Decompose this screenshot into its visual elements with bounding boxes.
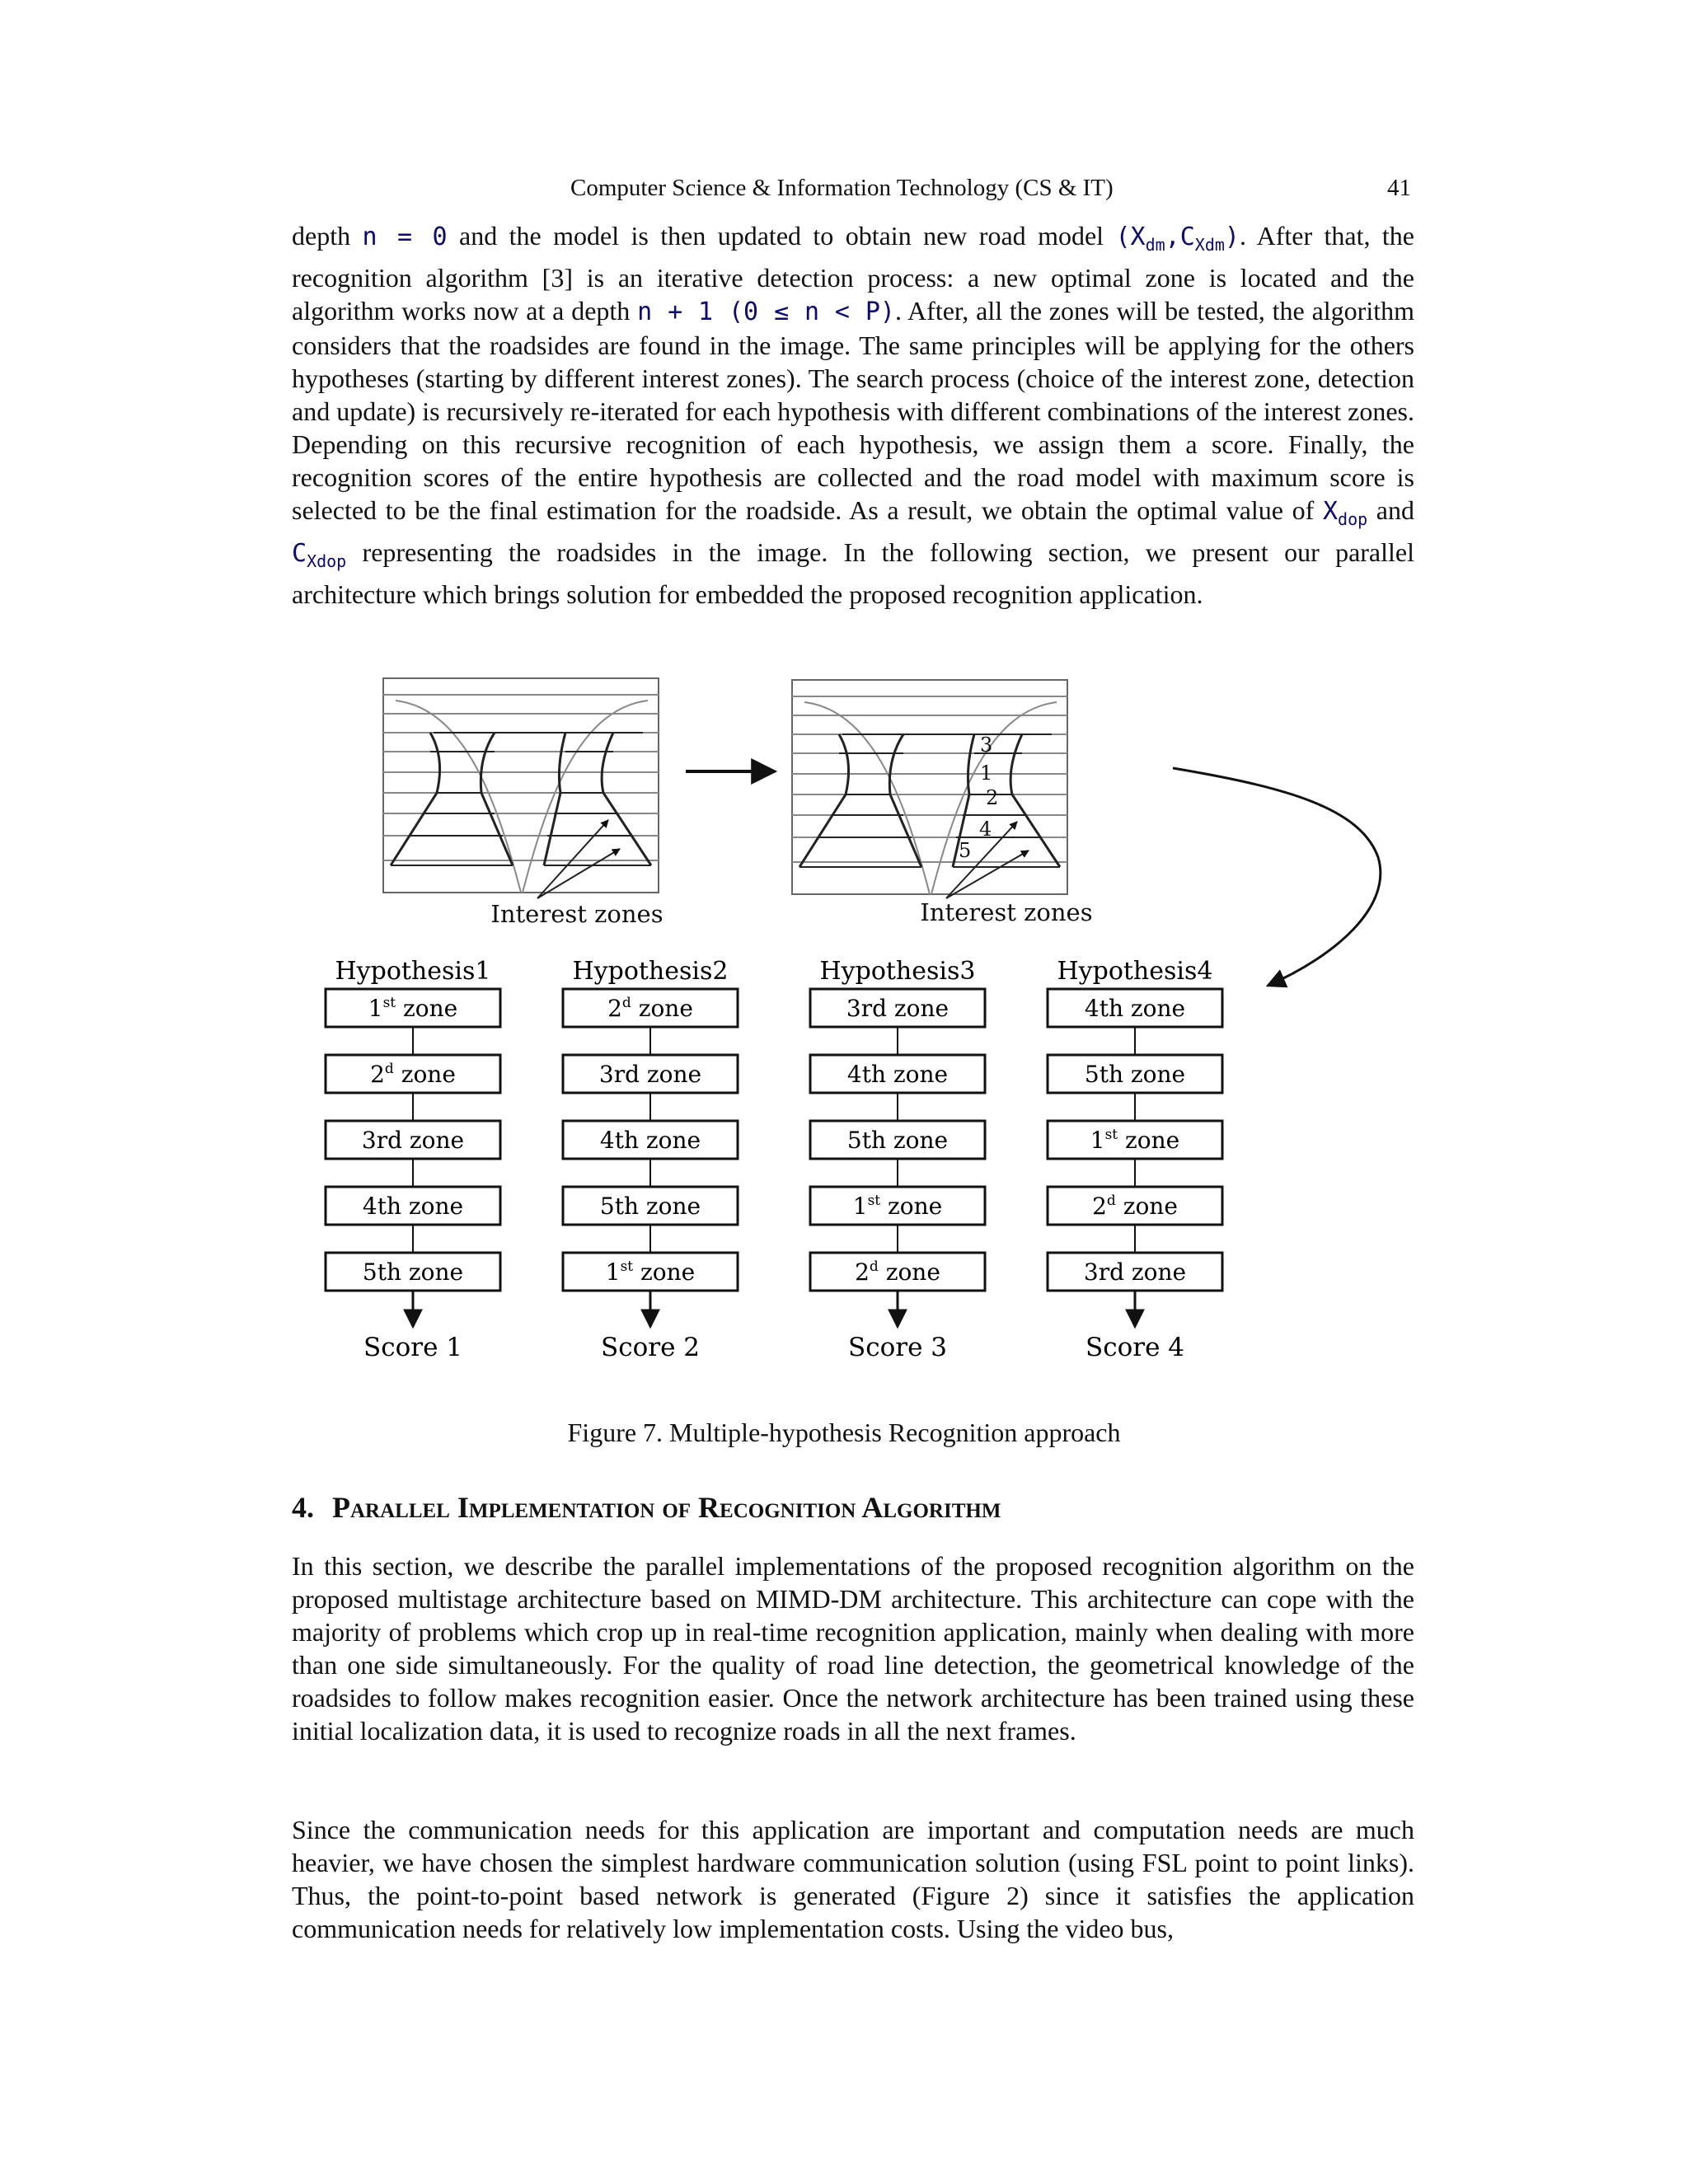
zone-label: 1st zone	[368, 995, 458, 1022]
zone-label: 2$^d$ zone	[370, 1061, 456, 1088]
zone-label: 3rd zone	[846, 995, 950, 1022]
score-label: Score 3	[847, 1333, 948, 1362]
zone-label: 4th zone	[362, 1193, 464, 1220]
hypothesis-column-2	[563, 957, 738, 1362]
road-image-left	[383, 678, 659, 898]
zone-label: 4th zone	[846, 1061, 949, 1088]
zone-label: 1st zone	[605, 1258, 696, 1286]
interest-zones-label-right: Interest zones	[920, 898, 1093, 926]
math-x-dop: $X_{dop}$	[1322, 497, 1368, 529]
hypothesis-column-3	[810, 957, 985, 1362]
math-c-xdop: $C_{Xdop}$	[292, 539, 347, 571]
zone-label: 1st zone	[1090, 1127, 1180, 1154]
hypothesis-column-1	[326, 957, 500, 1362]
math-n-eq-0: n = 0	[362, 223, 448, 251]
zone-number-1: 1	[980, 762, 993, 785]
zone-label: 5th zone	[599, 1193, 701, 1220]
hypothesis-title: Hypothesis1	[335, 957, 491, 986]
zone-label: 2$^d$ zone	[855, 1258, 940, 1286]
zone-label: 4th zone	[599, 1127, 701, 1154]
section-heading: 4. Parallel Implementation of Recognition Algorithm	[292, 1491, 1001, 1524]
zone-label: 5th zone	[846, 1127, 949, 1154]
zone-label: 5th zone	[362, 1258, 464, 1286]
hypothesis-title: Hypothesis2	[572, 957, 729, 986]
page-number: 41	[1387, 175, 1411, 201]
paragraph-3: Since the communication needs for this application are important and computation needs are much heavier, we have chosen the simplest hardware communication solution (using FSL point to point links). Thus, the point-to-point based network is generated (Figure 2) since it satisfies the application communication needs for relatively low implementation costs. Using the video bus,	[292, 1815, 1414, 1943]
zone-label: 5th zone	[1084, 1061, 1186, 1088]
score-label: Score 2	[600, 1333, 701, 1362]
zone-label: 3rd zone	[361, 1127, 465, 1154]
score-label: Score 4	[1085, 1333, 1185, 1362]
hypothesis-column-4	[1048, 957, 1222, 1362]
hypothesis-title: Hypothesis4	[1057, 957, 1213, 986]
math-road-model: $(X_{dm},C_{Xdm})$	[1115, 223, 1240, 255]
curved-arrow	[1173, 768, 1381, 986]
road-image-right	[792, 680, 1067, 898]
zone-number-5: 5	[959, 839, 972, 862]
paragraph-1: depth n = 0 and the model is then updated to obtain new road model $(X_{dm},C_{Xdm})$. After that, the recognition algorithm [3] is an iterative detection process: a new optimal zone is located and the algorithm works now at a depth n + 1 (0 ≤ n < P). After, all the zones will be tested, the algorithm considers that the roadsides are found in the image. The same principles will be applying for the others hypotheses (starting by different interest zones). The search process (choice of the interest zone, detection and update) is recursively re-iterated for each hypothesis with different combinations of the interest zones. Depending on this recursive recognition of each hypothesis, we assign them a score. Finally, the recognition scores of the entire hypothesis are collected and the road model with maximum score is selected to be the final estimation for the roadside. As a result, we obtain the optimal value of $X_{dop}$ and $C_{Xdop}$ representing the roadsides in the image. In the following section, we present our parallel architecture which brings solution for embedded the proposed recognition application.	[292, 221, 1415, 609]
running-header: Computer Science & Information Technology (CS & IT)	[570, 175, 1114, 201]
math-depth: n + 1 (0 ≤ n < P)	[637, 298, 895, 326]
zone-label: 3rd zone	[1083, 1258, 1187, 1286]
interest-zones-label-left: Interest zones	[490, 900, 663, 928]
zone-number-3: 3	[980, 733, 993, 757]
paragraph-2: In this section, we describe the parallel implementations of the proposed recognition algorithm on the proposed multistage architecture based on MIMD-DM architecture. This architecture can cope with the majority of problems which crop up in real-time recognition application, mainly when dealing with more than one side simultaneously. For the quality of road line detection, the geometrical knowledge of the roadsides to follow makes recognition easier. Once the network architecture has been trained using these initial localization data, it is used to recognize roads in all the next frames.	[292, 1551, 1414, 1746]
zone-label: 1st zone	[852, 1193, 943, 1220]
zone-number-4: 4	[979, 818, 992, 841]
figure-caption: Figure 7. Multiple-hypothesis Recognition approach	[567, 1418, 1121, 1447]
hypothesis-title: Hypothesis3	[819, 957, 976, 986]
zone-label: 4th zone	[1084, 995, 1186, 1022]
zone-label: 2$^d$ zone	[1092, 1193, 1178, 1220]
zone-number-2: 2	[986, 786, 999, 809]
zone-label: 3rd zone	[598, 1061, 702, 1088]
zone-label: 2$^d$ zone	[607, 995, 693, 1022]
score-label: Score 1	[363, 1333, 463, 1362]
